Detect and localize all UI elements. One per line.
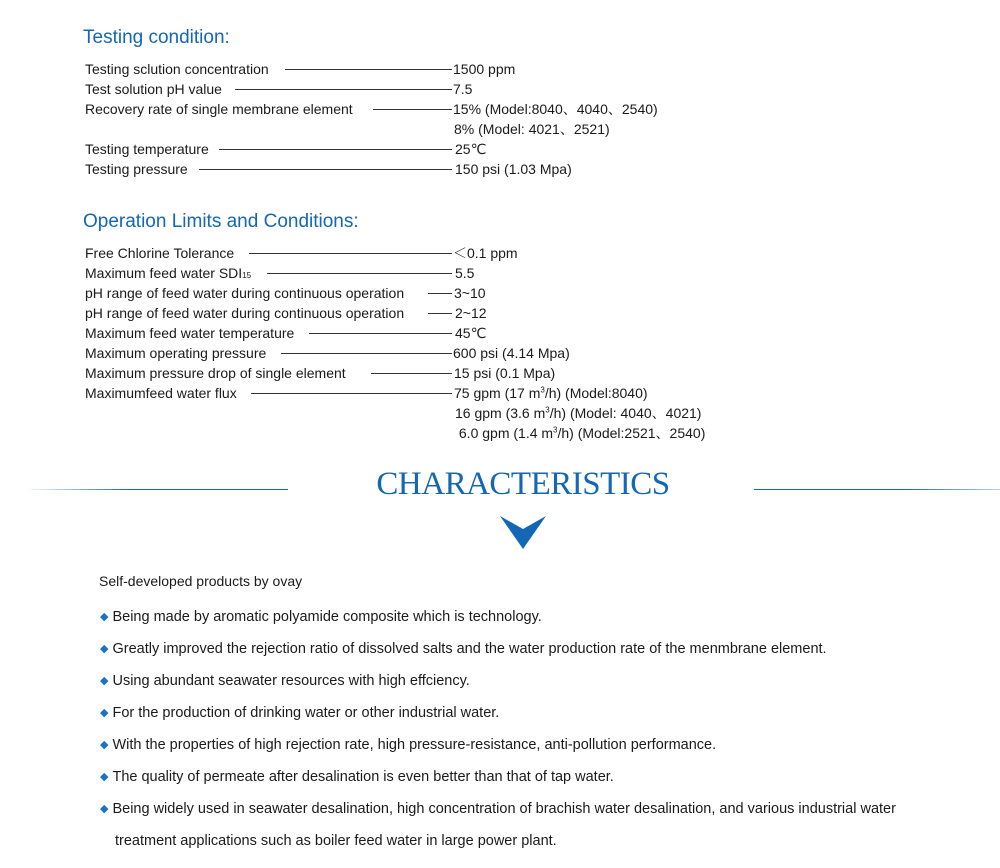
- spec-row: [85, 263, 785, 283]
- leader-line: [309, 333, 452, 334]
- leader-line: [267, 273, 452, 274]
- list-item-text: Greatly improved the rejection ratio of dissolved salts and the water production rate of the menmbrane element.: [112, 641, 827, 657]
- spec-value: 25℃: [455, 141, 487, 157]
- sdi-subscript: 15: [242, 271, 252, 280]
- list-item: [100, 762, 980, 794]
- spec-label: Test solution pH value: [85, 81, 222, 97]
- spec-row: [85, 119, 785, 139]
- flux-value-text: 16 gpm (3.6 m: [455, 405, 546, 421]
- diamond-bullet-icon: ◆: [100, 707, 109, 719]
- diamond-bullet-icon: ◆: [100, 611, 109, 623]
- list-item-text: With the properties of high rejection rate, high pressure-resistance, anti-pollution performance.: [112, 737, 717, 753]
- leader-line: [281, 353, 452, 354]
- flux-value-text: 6.0 gpm (1.4 m: [455, 425, 554, 441]
- spec-row: [85, 243, 785, 263]
- testing-condition-list: [85, 59, 785, 179]
- spec-label: pH range of feed water during continuous operation: [85, 305, 405, 321]
- spec-value-extra: [455, 423, 705, 443]
- operation-limits-list: [85, 243, 785, 443]
- spec-row: [85, 283, 785, 303]
- diamond-bullet-icon: ◆: [100, 771, 109, 783]
- spec-row: [85, 383, 785, 403]
- diamond-bullet-icon: ◆: [100, 675, 109, 687]
- spec-value: 1500 ppm: [453, 61, 516, 77]
- leader-line: [235, 89, 452, 90]
- leader-line: [251, 393, 452, 394]
- list-item: [100, 666, 980, 698]
- divider-right: [754, 489, 1000, 490]
- testing-condition-title: Testing condition:: [83, 27, 230, 48]
- list-item-text: Being made by aromatic polyamide composite which is technology.: [112, 609, 542, 625]
- spec-value: 3~10: [454, 285, 486, 301]
- list-item-text: Being widely used in seawater desalination, high concentration of brachish water desalination, and various industrial water: [112, 801, 896, 817]
- superscript: 3: [545, 405, 550, 415]
- spec-row: [85, 423, 785, 443]
- spec-value-extra: [455, 403, 701, 423]
- spec-value: 45℃: [455, 325, 487, 341]
- flux-value-tail: /h) (Model: 4040、4021): [549, 405, 702, 421]
- spec-label: Maximum operating pressure: [85, 345, 267, 361]
- characteristics-list: [100, 602, 980, 857]
- leader-line: [371, 373, 452, 374]
- spec-label: Maximum feed water temperature: [85, 325, 295, 341]
- leader-line: [199, 169, 452, 170]
- flux-value-tail: /h) (Model:2521、2540): [557, 425, 706, 441]
- leader-line: [249, 253, 452, 254]
- spec-value: ＜0.1 ppm: [453, 245, 518, 261]
- spec-row: [85, 303, 785, 323]
- spec-row: [85, 59, 785, 79]
- leader-line: [373, 109, 452, 110]
- spec-label: Testing temperature: [85, 141, 209, 157]
- chevron-down-icon: [500, 516, 546, 549]
- list-item-text: The quality of permeate after desalination is even better than that of tap water.: [112, 769, 614, 785]
- list-item: [100, 698, 980, 730]
- diamond-bullet-icon: ◆: [100, 739, 109, 751]
- spec-row: [85, 363, 785, 383]
- spec-value: 15 psi (0.1 Mpa): [454, 365, 556, 381]
- spec-value: 2~12: [455, 305, 487, 321]
- spec-label: Testing sclution concentration: [85, 61, 269, 77]
- leader-line: [428, 313, 452, 314]
- spec-label: Testing pressure: [85, 161, 188, 177]
- list-item: [100, 794, 980, 857]
- spec-label: Recovery rate of single membrane element: [85, 101, 353, 117]
- list-item-continuation: treatment applications such as boiler feed water in large power plant.: [115, 833, 557, 849]
- spec-label-text: Maximum feed water SDI: [85, 265, 243, 281]
- spec-row: [85, 99, 785, 119]
- superscript: 3: [540, 385, 545, 395]
- flux-value-text: 75 gpm (17 m: [454, 385, 541, 401]
- diamond-bullet-icon: ◆: [100, 803, 109, 815]
- spec-label: Maximumfeed water flux: [85, 385, 237, 401]
- flux-value-tail: /h) (Model:8040): [544, 385, 648, 401]
- spec-row: [85, 139, 785, 159]
- spec-label: Maximum pressure drop of single element: [85, 365, 346, 381]
- spec-row: [85, 323, 785, 343]
- superscript: 3: [553, 425, 558, 435]
- spec-value: 7.5: [453, 81, 473, 97]
- characteristics-intro: Self-developed products by ovay: [99, 573, 303, 589]
- spec-value: 15% (Model:8040、4040、2540): [453, 101, 658, 117]
- list-item: [100, 730, 980, 762]
- spec-row: [85, 403, 785, 423]
- characteristics-title: CHARACTERISTICS: [376, 466, 670, 502]
- spec-value: [454, 383, 648, 403]
- leader-line: [219, 149, 452, 150]
- operation-limits-title: Operation Limits and Conditions:: [83, 211, 359, 232]
- leader-line: [428, 293, 452, 294]
- spec-label: pH range of feed water during continuous operation: [85, 285, 405, 301]
- spec-value: 5.5: [455, 265, 475, 281]
- list-item-text: For the production of drinking water or other industrial water.: [112, 705, 500, 721]
- diamond-bullet-icon: ◆: [100, 643, 109, 655]
- list-item: [100, 602, 980, 634]
- list-item: [100, 634, 980, 666]
- spec-row: [85, 343, 785, 363]
- spec-label: Free Chlorine Tolerance: [85, 245, 235, 261]
- spec-value: 150 psi (1.03 Mpa): [455, 161, 572, 177]
- spec-row: [85, 79, 785, 99]
- spec-value: 600 psi (4.14 Mpa): [453, 345, 570, 361]
- spec-value-extra: 8% (Model: 4021、2521): [454, 121, 610, 137]
- leader-line: [285, 69, 452, 70]
- list-item-text: Using abundant seawater resources with high effciency.: [112, 673, 470, 689]
- spec-row: [85, 159, 785, 179]
